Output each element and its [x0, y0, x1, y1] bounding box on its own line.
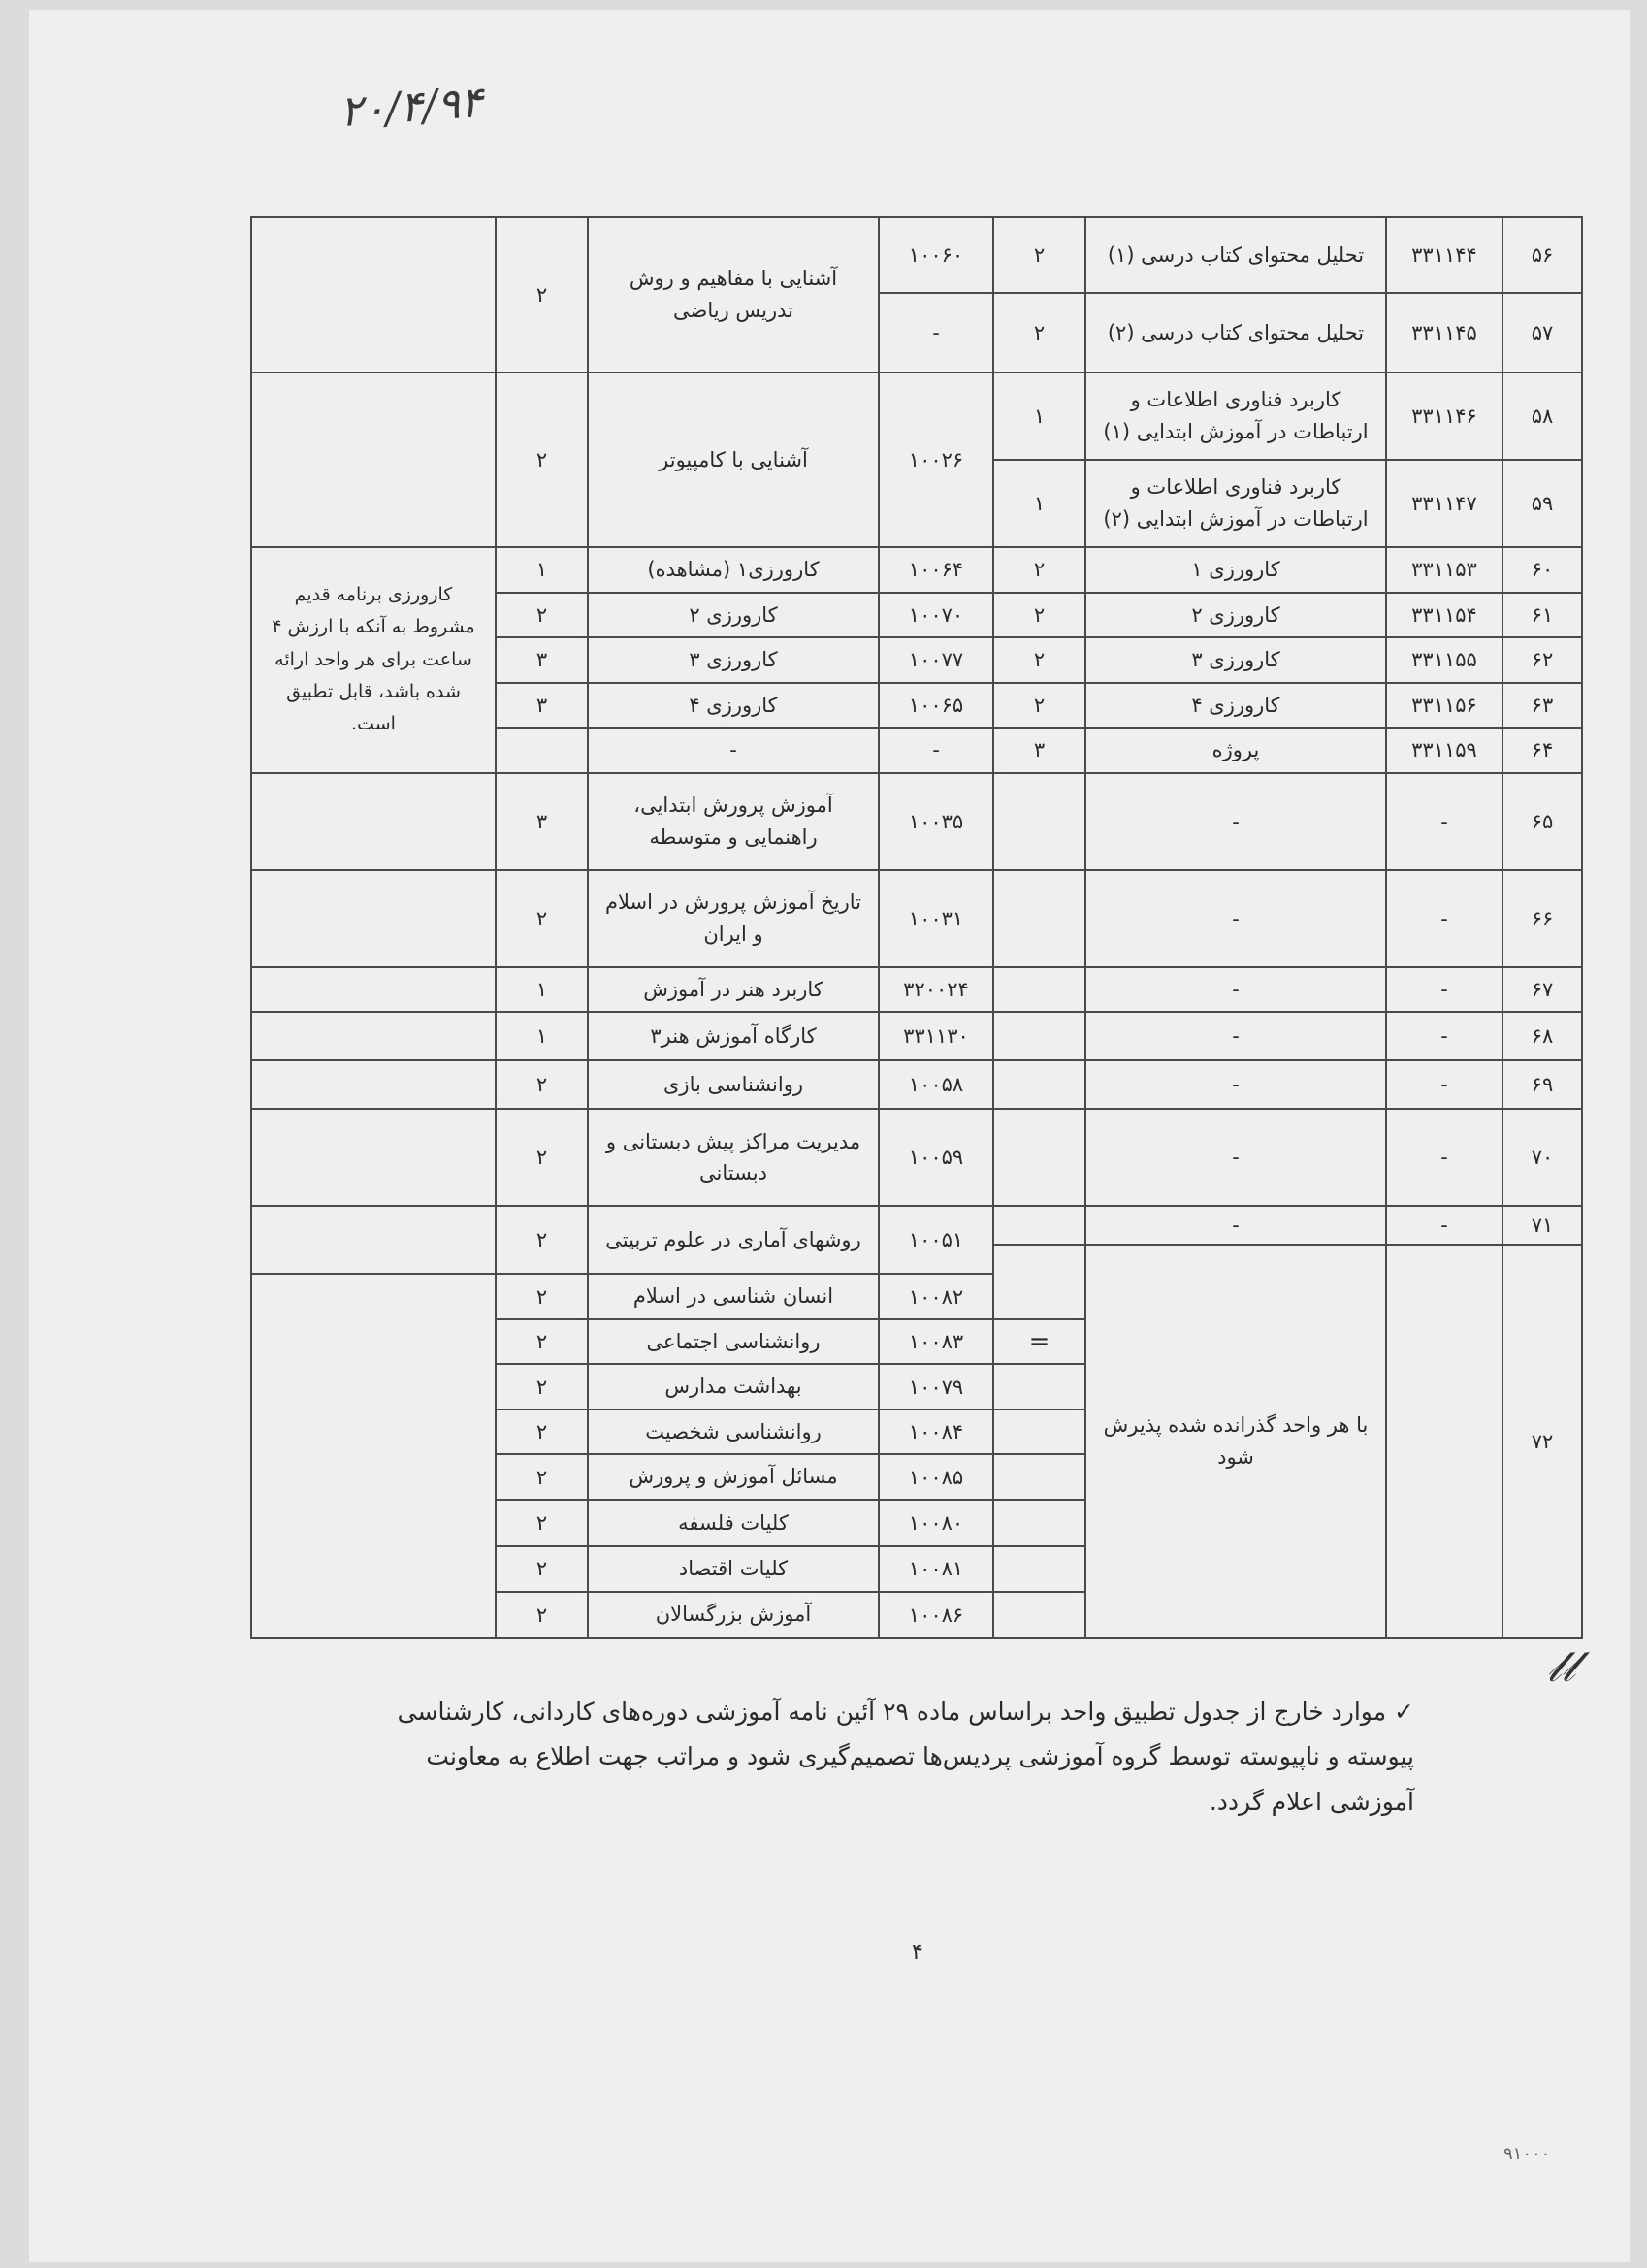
table-cell: ۳: [496, 637, 588, 683]
table-row: [251, 547, 1582, 593]
table-cell: ۲: [496, 870, 588, 967]
table-cell: آموزش پرورش ابتدایی، راهنمایی و متوسطه: [588, 773, 879, 870]
table-cell: کارورزی ۳: [1085, 637, 1386, 683]
table-cell: ۳۳۱۱۵۶: [1386, 683, 1502, 729]
table-cell: کارورزی برنامه قدیم مشروط به آنکه با ارزش ۴ ساعت برای هر واحد ارائه شده باشد، قابل تطبیق است.: [251, 547, 496, 773]
table-cell: -: [1386, 773, 1502, 870]
table-cell: ۱: [496, 1012, 588, 1060]
table-cell: ۳۳۱۱۳۰: [879, 1012, 993, 1060]
table-cell: کارورزی ۴: [1085, 683, 1386, 729]
table-cell: کارورزی ۳: [588, 637, 879, 683]
table-cell: ۲: [496, 1109, 588, 1206]
table-row: [251, 1206, 1582, 1245]
table-cell: ۲: [496, 1409, 588, 1455]
table-cell: کاربرد فناوری اطلاعات و ارتباطات در آموزش ابتدایی (۲): [1085, 460, 1386, 547]
table-cell: ۱: [993, 373, 1085, 460]
table-cell: ۲: [496, 593, 588, 638]
table-row: [251, 773, 1582, 870]
table-cell: آشنایی با مفاهیم و روش تدریس ریاضی: [588, 217, 879, 373]
table-cell: [251, 967, 496, 1013]
table-cell: [496, 728, 588, 773]
table-cell: ۱۰۰۷۹: [879, 1364, 993, 1409]
table-cell: ۶۵: [1502, 773, 1582, 870]
table-cell: ۱۰۰۲۶: [879, 373, 993, 547]
table-cell: مسائل آموزش و پرورش: [588, 1454, 879, 1500]
table-cell: ۱۰۰۸۵: [879, 1454, 993, 1500]
table-cell: -: [879, 728, 993, 773]
table-cell: ۵۸: [1502, 373, 1582, 460]
table-cell: [993, 870, 1085, 967]
table-cell: [251, 217, 496, 373]
table-cell: بهداشت مدارس: [588, 1364, 879, 1409]
table-cell: -: [1386, 967, 1502, 1013]
table-cell: [993, 967, 1085, 1013]
table-cell: ۱: [993, 460, 1085, 547]
table-cell: روانشناسی اجتماعی: [588, 1319, 879, 1365]
table-cell: انسان شناسی در اسلام: [588, 1274, 879, 1319]
table-cell: روشهای آماری در علوم تربیتی: [588, 1206, 879, 1274]
table-cell: [993, 773, 1085, 870]
table-cell: ۶۰: [1502, 547, 1582, 593]
table-cell: کارورزی ۴: [588, 683, 879, 729]
table-cell: کارورزی ۲: [588, 593, 879, 638]
table-cell: [251, 773, 496, 870]
table-cell: مدیریت مراکز پیش دبستانی و دبستانی: [588, 1109, 879, 1206]
table-cell: کاربرد فناوری اطلاعات و ارتباطات در آموزش ابتدایی (۱): [1085, 373, 1386, 460]
table-cell: [251, 373, 496, 547]
footnote: ✓ موارد خارج از جدول تطبیق واحد براساس ماده ۲۹ آئین نامه آموزشی دوره‌های کاردانی، کارشناسی پیوسته و ناپیوسته توسط گروه آموزشی پردیس‌ها تصمیم‌گیری شود و مراتب جهت اطلاع به معاونت آموزشی اعلام گردد.: [397, 1698, 1414, 1816]
table-cell: ۲: [496, 1454, 588, 1500]
table-cell: ۳۳۱۱۵۹: [1386, 728, 1502, 773]
table-cell: -: [1386, 1060, 1502, 1109]
table-cell: ۲: [496, 1060, 588, 1109]
table-cell: [251, 1012, 496, 1060]
table-cell: [251, 1060, 496, 1109]
table-cell: ۶۶: [1502, 870, 1582, 967]
table-cell: ۱۰۰۵۸: [879, 1060, 993, 1109]
table-row: [251, 1109, 1582, 1206]
table-cell: ۲: [496, 1592, 588, 1638]
table-cell: روانشناسی بازی: [588, 1060, 879, 1109]
table-cell: ۱: [496, 967, 588, 1013]
table-cell: [1386, 1245, 1502, 1637]
table-cell: ۲: [496, 1364, 588, 1409]
course-equivalence-table: [250, 216, 1583, 1639]
table-cell: ۲: [993, 593, 1085, 638]
table-cell: ۵۹: [1502, 460, 1582, 547]
table-cell: تحلیل محتوای کتاب درسی (۱): [1085, 217, 1386, 293]
handwritten-initials: 𝓁𝓁: [1547, 1642, 1576, 1692]
table-cell: [993, 1546, 1085, 1592]
table-cell: ۳: [993, 728, 1085, 773]
table-cell: ۲: [496, 1319, 588, 1365]
handwritten-date: ۲۰/۴/۹۴: [338, 77, 485, 138]
table-cell: -: [1085, 1012, 1386, 1060]
table-cell: [993, 1592, 1085, 1638]
table-cell: کارورزی۱ (مشاهده): [588, 547, 879, 593]
table-row: [251, 1060, 1582, 1109]
table-cell: ۳۲۰۰۲۴: [879, 967, 993, 1013]
table-cell: ۱۰۰۳۵: [879, 773, 993, 870]
table-cell: با هر واحد گذرانده شده پذیرش شود: [1085, 1245, 1386, 1637]
table-cell: ۷۰: [1502, 1109, 1582, 1206]
table-cell: -: [879, 293, 993, 373]
table-cell: ۲: [993, 637, 1085, 683]
table-cell: ۳۳۱۱۵۴: [1386, 593, 1502, 638]
table-cell: کارورزی ۲: [1085, 593, 1386, 638]
table-cell: کلیات اقتصاد: [588, 1546, 879, 1592]
table-cell: -: [1386, 1012, 1502, 1060]
table-cell: ۷۲: [1502, 1245, 1582, 1637]
table-cell: ۵۷: [1502, 293, 1582, 373]
table-cell: [993, 1245, 1085, 1319]
table-cell: کاربرد هنر در آموزش: [588, 967, 879, 1013]
table-cell: ۱۰۰۸۲: [879, 1274, 993, 1319]
table-row: [251, 1012, 1582, 1060]
table-cell: ۲: [993, 683, 1085, 729]
table-row: [251, 967, 1582, 1013]
scanned-sheet: [29, 10, 1630, 2262]
table-cell: کارورزی ۱: [1085, 547, 1386, 593]
table-cell: تاریخ آموزش پرورش در اسلام و ایران: [588, 870, 879, 967]
table-cell: -: [1085, 967, 1386, 1013]
table-row: [251, 870, 1582, 967]
table-cell: -: [1386, 1109, 1502, 1206]
table-cell: ۲: [993, 217, 1085, 293]
table-cell: ۳: [496, 683, 588, 729]
table-cell: ۷۱: [1502, 1206, 1582, 1245]
table-cell: [993, 1364, 1085, 1409]
table-cell: ۲: [496, 1500, 588, 1546]
table-cell: ۳۳۱۱۴۵: [1386, 293, 1502, 373]
table-cell: ۳۳۱۱۴۶: [1386, 373, 1502, 460]
table-cell: ۱۰۰۸۳: [879, 1319, 993, 1365]
table-cell: تحلیل محتوای کتاب درسی (۲): [1085, 293, 1386, 373]
table-cell: ۳: [496, 773, 588, 870]
table-cell: کارگاه آموزش هنر۳: [588, 1012, 879, 1060]
table-cell: ۱۰۰۵۱: [879, 1206, 993, 1274]
table-cell: ۱۰۰۶۵: [879, 683, 993, 729]
table-cell: ۱۰۰۸۴: [879, 1409, 993, 1455]
table-cell: ۱۰۰۳۱: [879, 870, 993, 967]
table-cell: ۱۰۰۸۱: [879, 1546, 993, 1592]
table-cell: ۱۰۰۵۹: [879, 1109, 993, 1206]
scan-mark: ۹۱۰۰۰: [1503, 2144, 1551, 2164]
table-cell: ۲: [993, 547, 1085, 593]
table-cell: پروژه: [1085, 728, 1386, 773]
table-cell: ۲: [496, 1206, 588, 1274]
table-cell: [251, 1109, 496, 1206]
table-cell: ۱: [496, 547, 588, 593]
table-cell: ۳۳۱۱۵۳: [1386, 547, 1502, 593]
table-cell: [993, 1206, 1085, 1245]
table-cell: ۶۷: [1502, 967, 1582, 1013]
table-cell: [993, 1409, 1085, 1455]
table-cell: کلیات فلسفه: [588, 1500, 879, 1546]
table-cell: [251, 1274, 496, 1637]
page-number: ۴: [912, 1940, 923, 1964]
table-cell: ۶۳: [1502, 683, 1582, 729]
table-cell: [993, 1060, 1085, 1109]
table-cell: ۳۳۱۱۴۴: [1386, 217, 1502, 293]
table-cell: ۳۳۱۱۴۷: [1386, 460, 1502, 547]
table-cell: ۶۸: [1502, 1012, 1582, 1060]
table-cell: [251, 1206, 496, 1274]
table-cell: روانشناسی شخصیت: [588, 1409, 879, 1455]
table-cell: ۶۲: [1502, 637, 1582, 683]
table-cell: ۵۶: [1502, 217, 1582, 293]
table-cell: -: [1085, 1109, 1386, 1206]
table-cell: ۲: [496, 1274, 588, 1319]
table-cell: [993, 1012, 1085, 1060]
table-body: [251, 217, 1582, 1638]
table-cell: ۶۱: [1502, 593, 1582, 638]
table-cell: ۶۹: [1502, 1060, 1582, 1109]
table-cell: [993, 1109, 1085, 1206]
table-cell: -: [588, 728, 879, 773]
table-cell: ۱۰۰۸۰: [879, 1500, 993, 1546]
table-row: [251, 217, 1582, 293]
table-cell: ۱۰۰۷۰: [879, 593, 993, 638]
table-cell: ۱۰۰۸۶: [879, 1592, 993, 1638]
table-cell: ۳۳۱۱۵۵: [1386, 637, 1502, 683]
table-cell: -: [1386, 1206, 1502, 1245]
table-cell: -: [1085, 773, 1386, 870]
table-cell: [251, 870, 496, 967]
table-cell: [993, 1500, 1085, 1546]
table-cell: -: [1085, 1206, 1386, 1245]
table-cell: -: [1085, 1060, 1386, 1109]
table-cell: ۲: [993, 293, 1085, 373]
table-cell: =: [993, 1319, 1085, 1365]
table-cell: ۲: [496, 217, 588, 373]
table-cell: ۱۰۰۷۷: [879, 637, 993, 683]
table-cell: ۲: [496, 1546, 588, 1592]
table-cell: ۲: [496, 373, 588, 547]
table-cell: [993, 1454, 1085, 1500]
table-cell: آموزش بزرگسالان: [588, 1592, 879, 1638]
table-cell: ۱۰۰۶۴: [879, 547, 993, 593]
table-cell: آشنایی با کامپیوتر: [588, 373, 879, 547]
table-cell: -: [1386, 870, 1502, 967]
table-cell: -: [1085, 870, 1386, 967]
table-row: [251, 373, 1582, 460]
table-cell: ۱۰۰۶۰: [879, 217, 993, 293]
table-cell: ۶۴: [1502, 728, 1582, 773]
